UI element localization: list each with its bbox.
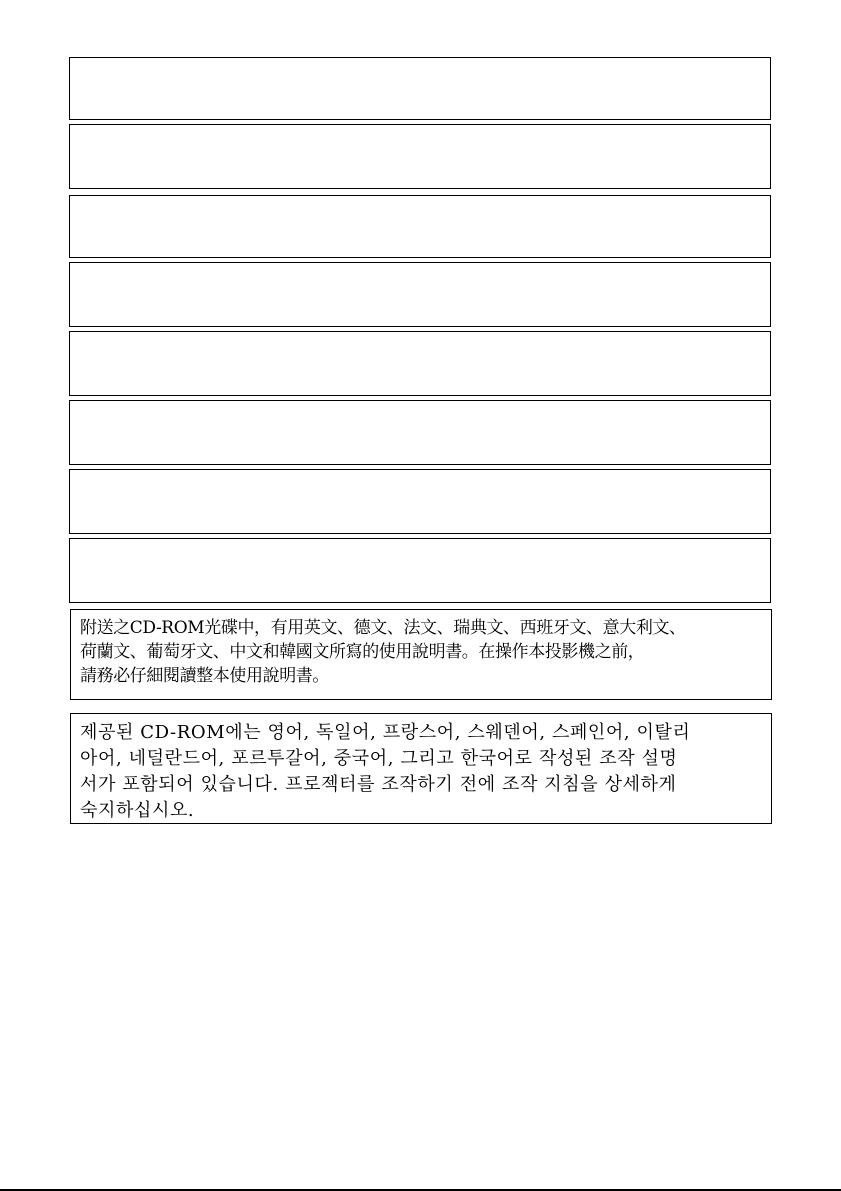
korean-notice-line-1: 제공된 CD-ROM에는 영어, 독일어, 프랑스어, 스웨덴어, 스페인어, 이탈리 — [80, 722, 691, 743]
empty-frame-8 — [69, 538, 771, 603]
korean-notice-line-4: 숙지하십시오. — [80, 800, 195, 821]
chinese-notice-line-1: 附送之CD-ROM光碟中，有用英文、德文、法文、瑞典文、西班牙文、意大利文、 — [80, 618, 686, 638]
chinese-notice-box — [70, 609, 772, 700]
empty-frame-6 — [69, 400, 771, 465]
empty-frame-4 — [69, 262, 771, 327]
korean-notice-box — [70, 713, 772, 824]
korean-notice-line-3: 서가 포함되어 있습니다. 프로젝터를 조작하기 전에 조작 지침을 상세하게 — [80, 774, 677, 795]
empty-frame-2 — [69, 124, 771, 189]
empty-frame-7 — [69, 469, 771, 534]
empty-frame-1 — [69, 57, 771, 120]
korean-notice-line-2: 아어, 네덜란드어, 포르투갈어, 중국어, 그리고 한국어로 작성된 조작 설명 — [80, 748, 678, 769]
chinese-notice-line-3: 請務必仔細閱讀整本使用說明書。 — [80, 666, 329, 686]
empty-frame-5 — [69, 331, 771, 396]
chinese-notice-line-2: 荷蘭文、葡萄牙文、中文和韓國文所寫的使用說明書。在操作本投影機之前， — [80, 642, 645, 662]
empty-frame-3 — [69, 195, 771, 258]
